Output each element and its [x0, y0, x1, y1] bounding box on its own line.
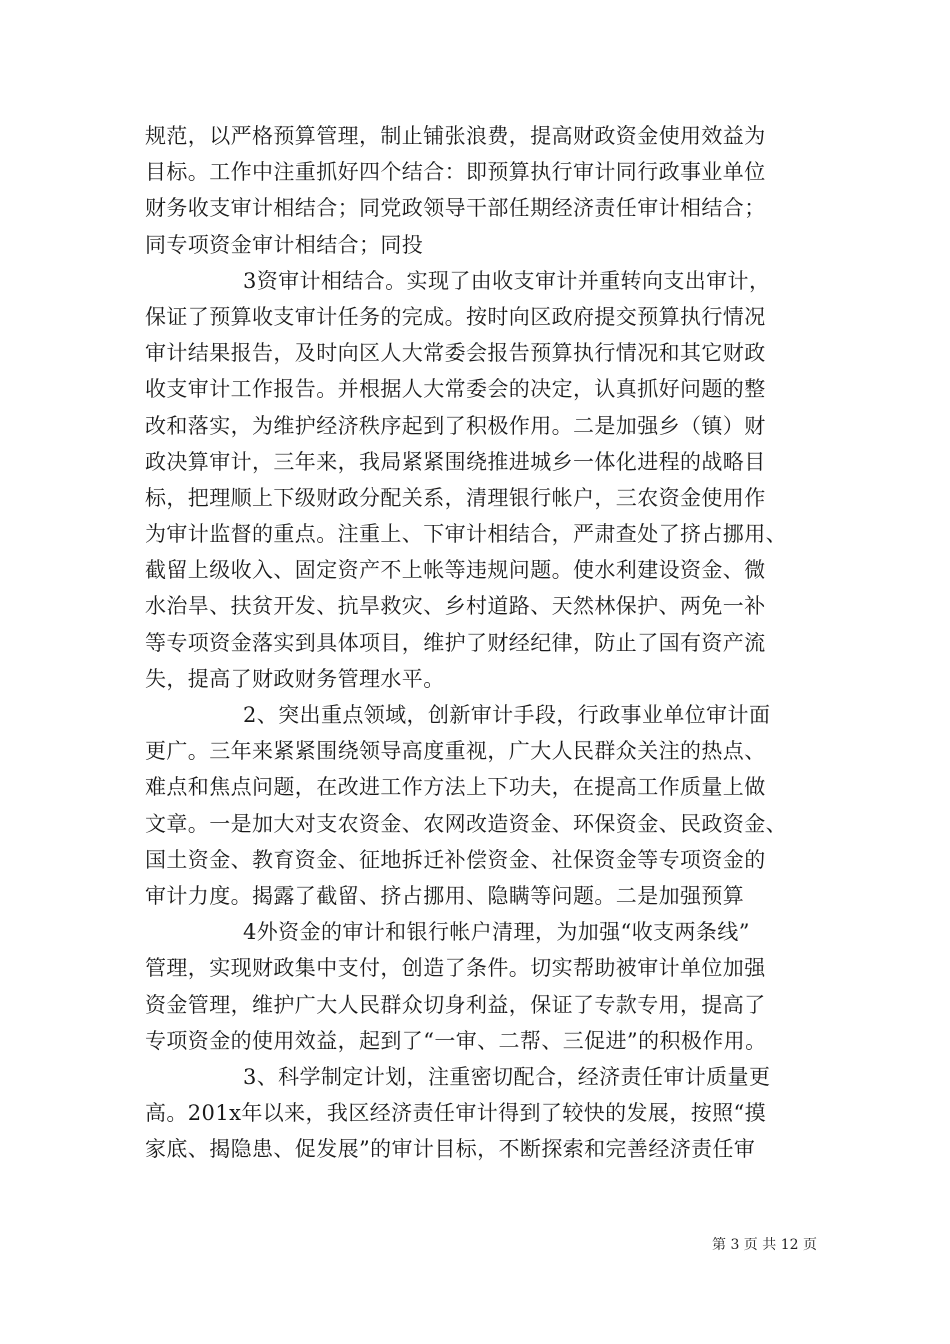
- text-line: 收支审计工作报告。并根据人大常委会的决定，认真抓好问题的整: [145, 377, 766, 402]
- text-line: 审计力度。揭露了截留、挤占挪用、隐瞒等问题。二是加强预算: [145, 883, 745, 908]
- text-line: 保证了预算收支审计任务的完成。按时向区政府提交预算执行情况: [145, 304, 766, 329]
- text-line: 水治旱、扶贫开发、抗旱救灾、乡村道路、天然林保护、两免一补: [145, 594, 766, 619]
- text-line: 3资审计相结合。实现了由收支审计并重转向支出审计，: [243, 268, 771, 293]
- text-line: 3、科学制定计划，注重密切配合，经济责任审计质量更: [243, 1064, 771, 1089]
- text-line: 审计结果报告，及时向区人大常委会报告预算执行情况和其它财政: [145, 341, 766, 366]
- text-line: 政决算审计，三年来，我局紧紧围绕推进城乡一体化进程的战略目: [145, 449, 766, 474]
- text-line: 高。201x年以来，我区经济责任审计得到了较快的发展，按照“摸: [145, 1101, 767, 1126]
- text-line: 国土资金、教育资金、征地拆迁补偿资金、社保资金等专项资金的: [145, 847, 766, 872]
- text-line: 失，提高了财政财务管理水平。: [145, 666, 445, 691]
- text-line: 更广。三年来紧紧围绕领导高度重视，广大人民群众关注的热点、: [145, 739, 766, 764]
- body-text: [145, 118, 825, 1167]
- text-line: 难点和焦点问题，在改进工作方法上下功夫，在提高工作质量上做: [145, 775, 766, 800]
- text-line: 文章。一是加大对支农资金、农网改造资金、环保资金、民政资金、: [145, 811, 787, 836]
- text-line: 管理，实现财政集中支付，创造了条件。切实帮助被审计单位加强: [145, 956, 766, 981]
- text-line: 财务收支审计相结合；同党政领导干部任期经济责任审计相结合；: [145, 196, 766, 221]
- text-line: 改和落实，为维护经济秩序起到了积极作用。二是加强乡（镇）财: [145, 413, 766, 438]
- text-line: 规范，以严格预算管理，制止铺张浪费，提高财政资金使用效益为: [145, 124, 766, 148]
- text-line: 资金管理，维护广大人民群众切身利益，保证了专款专用，提高了: [145, 992, 766, 1017]
- text-line: 2、突出重点领域，创新审计手段，行政事业单位审计面: [243, 703, 771, 727]
- text-line: 家底、揭隐患、促发展”的审计目标，不断探索和完善经济责任审: [145, 1137, 756, 1162]
- text-line: 4外资金的审计和银行帐户清理，为加强“收支两条线”: [243, 920, 750, 945]
- text-line: 专项资金的使用效益，起到了“一审、二帮、三促进”的积极作用。: [145, 1028, 767, 1053]
- text-line: 为审计监督的重点。注重上、下审计相结合，严肃查处了挤占挪用、: [145, 522, 787, 547]
- text-line: 等专项资金落实到具体项目，维护了财经纪律，防止了国有资产流: [145, 630, 766, 655]
- text-line: 同专项资金审计相结合；同投: [145, 232, 424, 257]
- text-line: 截留上级收入、固定资产不上帐等违规问题。使水利建设资金、微: [145, 558, 766, 583]
- text-line: 目标。工作中注重抓好四个结合：即预算执行审计同行政事业单位: [145, 160, 766, 185]
- text-line: 标，把理顺上下级财政分配关系，清理银行帐户，三农资金使用作: [145, 485, 766, 510]
- page-number-footer: 第 3 页 共 12 页: [712, 1237, 817, 1253]
